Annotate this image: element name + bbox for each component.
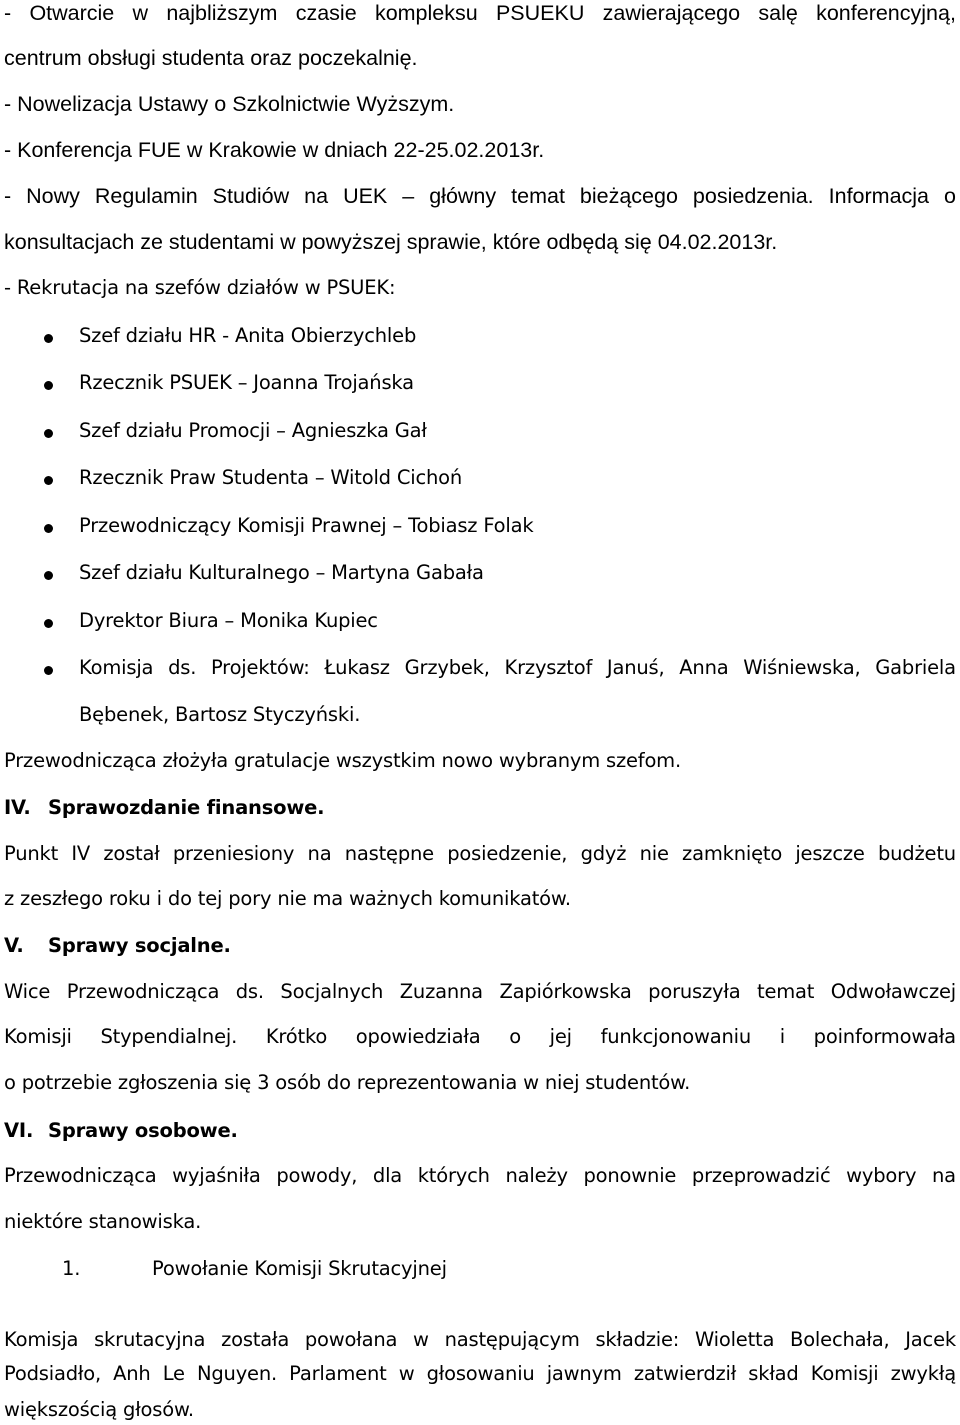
word: w — [413, 1328, 429, 1351]
word: na — [304, 184, 329, 208]
item-title: Powołanie Komisji Skrutacyjnej — [152, 1257, 447, 1280]
word: Projektów: — [210, 656, 310, 679]
word: Wice — [4, 980, 51, 1003]
word: został — [103, 842, 160, 865]
word: Informacja — [828, 184, 930, 208]
word: Komisji — [4, 1025, 72, 1048]
word: poinformowała — [813, 1025, 956, 1048]
word: temat — [511, 184, 565, 208]
word: UEK — [343, 184, 388, 208]
recruitment-heading: - Rekrutacja na szefów działów w PSUEK: — [4, 276, 396, 299]
word: Komisja — [4, 1328, 79, 1351]
section-iv-heading — [4, 793, 956, 823]
word: IV — [71, 842, 91, 865]
intro-line-4: - Konferencja FUE w Krakowie w dniach 22-25.02.2013r. — [4, 138, 545, 162]
word: Przewodnicząca — [4, 1164, 157, 1187]
word: przeprowadzić — [691, 1164, 831, 1187]
word: Januś, — [606, 656, 665, 679]
section-title: Sprawozdanie finansowe. — [48, 796, 325, 819]
word: Grzybek, — [404, 656, 490, 679]
word: zwykłą — [890, 1362, 956, 1385]
section-title: Sprawy socjalne. — [48, 934, 231, 957]
word: nie — [639, 842, 669, 865]
word: wybory — [846, 1164, 917, 1187]
list-item: Szef działu Kulturalnego – Martyna Gabała — [79, 561, 484, 584]
word: których — [417, 1164, 490, 1187]
word: składzie: — [595, 1328, 680, 1351]
word: salę — [758, 1, 798, 25]
word: w — [132, 1, 149, 25]
section-number: IV. — [4, 796, 31, 819]
word: następującym — [444, 1328, 580, 1351]
commission-line-2 — [4, 1359, 956, 1389]
word: ds. — [235, 980, 264, 1003]
intro-line-5 — [4, 181, 956, 211]
intro-line-2: centrum obsługi studenta oraz poczekalnię. — [4, 46, 418, 70]
bullet-dot — [44, 524, 53, 533]
word: poruszyła — [648, 980, 741, 1003]
section-v-line-1 — [4, 977, 956, 1007]
word: konferencyjną, — [816, 1, 956, 25]
word: Łukasz — [324, 656, 390, 679]
word: Otwarcie — [29, 1, 115, 25]
bullet-dot — [44, 571, 53, 580]
word: powody, — [276, 1164, 358, 1187]
word: Le — [162, 1362, 185, 1385]
bullet-dot — [44, 666, 53, 675]
word: budżetu — [877, 842, 956, 865]
intro-line-3: - Nowelizacja Ustawy o Szkolnictwie Wyższym. — [4, 92, 455, 116]
bullet-dot — [44, 381, 53, 390]
word: na — [307, 842, 332, 865]
section-v-heading — [4, 931, 956, 961]
word: o — [509, 1025, 521, 1048]
list-item: Przewodniczący Komisji Prawnej – Tobiasz Folak — [79, 514, 534, 537]
word: jeszcze — [795, 842, 865, 865]
word: Krzysztof — [504, 656, 593, 679]
word: głosowaniu — [426, 1362, 535, 1385]
word: Krótko — [265, 1025, 328, 1048]
word: przeniesiony — [172, 842, 295, 865]
word: Jacek — [905, 1328, 956, 1351]
word: Zuzanna — [399, 980, 483, 1003]
word: - — [4, 1, 12, 25]
item-number: 1. — [62, 1257, 81, 1280]
word: Komisji — [810, 1362, 879, 1385]
list-item-projects-line-1 — [79, 653, 956, 683]
list-item: Rzecznik Praw Studenta – Witold Cichoń — [79, 466, 463, 489]
word: ponownie — [583, 1164, 677, 1187]
word: następne — [344, 842, 434, 865]
word: – — [402, 184, 415, 208]
word: wyjaśniła — [172, 1164, 261, 1187]
intro-line-6: konsultacjach ze studentami w powyższej sprawie, które odbędą się 04.02.2013r. — [4, 230, 778, 254]
word: Bolechała, — [790, 1328, 890, 1351]
word: - — [4, 184, 12, 208]
word: kompleksu — [374, 1, 478, 25]
section-number: V. — [4, 934, 24, 957]
word: jej — [549, 1025, 572, 1048]
list-item: Szef działu Promocji – Agnieszka Gał — [79, 419, 427, 442]
word: Komisja — [79, 656, 154, 679]
word: powołana — [304, 1328, 398, 1351]
word: Gabriela — [875, 656, 956, 679]
word: skrutacyjna — [94, 1328, 206, 1351]
word: Odwoławczej — [830, 980, 956, 1003]
word: zatwierdził — [633, 1362, 737, 1385]
word: ds. — [168, 656, 197, 679]
congrats-text: Przewodnicząca złożyła gratulacje wszystkim nowo wybranym szefom. — [4, 749, 681, 772]
word: została — [221, 1328, 290, 1351]
word: temat — [757, 980, 815, 1003]
section-vi-line-1 — [4, 1161, 956, 1191]
section-number: VI. — [4, 1119, 34, 1142]
word: PSUEKU — [495, 1, 585, 25]
intro-line-1 — [4, 0, 956, 28]
word: należy — [505, 1164, 568, 1187]
word: Regulamin — [94, 184, 198, 208]
word: o — [944, 184, 956, 208]
word: Zapiórkowska — [499, 980, 632, 1003]
section-v-line-2 — [4, 1022, 956, 1052]
bullet-dot — [44, 476, 53, 485]
word: Parlament — [289, 1362, 387, 1385]
word: Stypendialnej. — [100, 1025, 238, 1048]
word: skład — [748, 1362, 799, 1385]
word: Socjalnych — [280, 980, 384, 1003]
word: Wiśniewska, — [743, 656, 861, 679]
list-item-projects-line-2: Bębenek, Bartosz Styczyński. — [79, 703, 361, 726]
word: i — [779, 1025, 785, 1048]
section-iv-line-2: z zeszłego roku i do tej pory nie ma ważnych komunikatów. — [4, 887, 571, 910]
word: opowiedziała — [355, 1025, 481, 1048]
word: funkcjonowaniu — [600, 1025, 752, 1048]
word: jawnym — [546, 1362, 622, 1385]
section-v-line-3: o potrzebie zgłoszenia się 3 osób do reprezentowania w niej studentów. — [4, 1071, 691, 1094]
list-item: Rzecznik PSUEK – Joanna Trojańska — [79, 371, 414, 394]
word: Nguyen. — [196, 1362, 277, 1385]
commission-line-1 — [4, 1325, 956, 1355]
word: Wioletta — [694, 1328, 775, 1351]
word: Anna — [679, 656, 729, 679]
commission-line-3: większością głosów. — [4, 1398, 194, 1421]
word: czasie — [295, 1, 357, 25]
word: posiedzenie, — [447, 842, 568, 865]
bullet-dot — [44, 619, 53, 628]
word: na — [931, 1164, 956, 1187]
word: bieżącego — [579, 184, 678, 208]
list-item: Szef działu HR - Anita Obierzychleb — [79, 324, 417, 347]
section-vi-line-2: niektóre stanowiska. — [4, 1210, 202, 1233]
word: zawierającego — [602, 1, 741, 25]
list-item: Dyrektor Biura – Monika Kupiec — [79, 609, 378, 632]
word: Przewodnicząca — [66, 980, 220, 1003]
word: Studiów — [212, 184, 290, 208]
word: najbliższym — [166, 1, 278, 25]
section-iv-line-1 — [4, 839, 956, 869]
word: Nowy — [26, 184, 80, 208]
bullet-dot — [44, 334, 53, 343]
bullet-dot — [44, 429, 53, 438]
section-vi-heading — [4, 1116, 956, 1146]
word: główny — [429, 184, 497, 208]
word: Anh — [113, 1362, 151, 1385]
word: zamknięto — [682, 842, 783, 865]
word: Punkt — [4, 842, 59, 865]
word: posiedzenia. — [692, 184, 814, 208]
section-title: Sprawy osobowe. — [48, 1119, 238, 1142]
word: w — [398, 1362, 415, 1385]
word: Podsiadło, — [4, 1362, 101, 1385]
word: gdyż — [580, 842, 627, 865]
word: dla — [372, 1164, 403, 1187]
